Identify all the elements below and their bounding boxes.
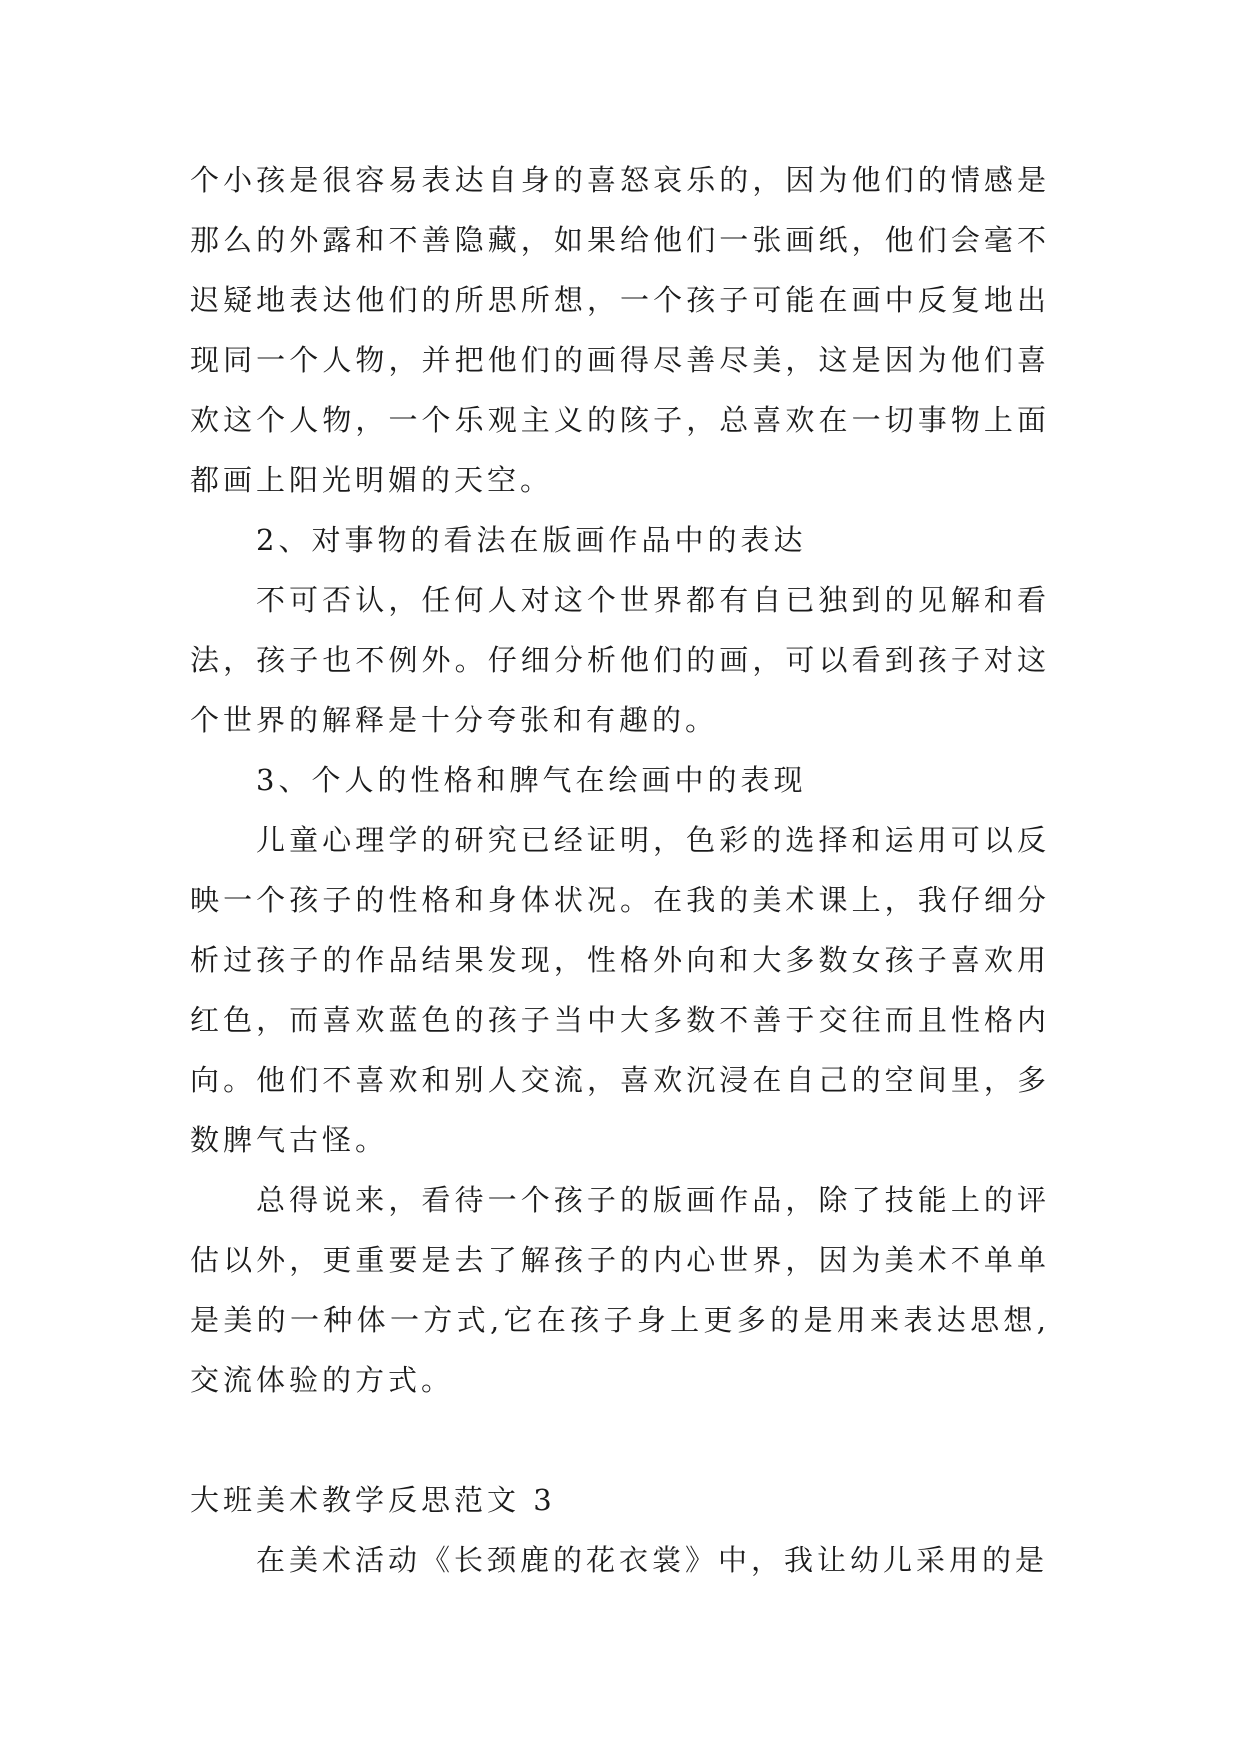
paragraph-continuation: 个小孩是很容易表达自身的喜怒哀乐的，因为他们的情感是那么的外露和不善隐藏，如果给他们一张画纸，他们会毫不迟疑地表达他们的所思所想，一个孩子可能在画中反复地出现同一个人物，并把他们的画得尽善尽美，这是因为他们喜欢这个人物，一个乐观主义的陔子，总喜欢在一切事物上面都画上阳光明媚的天空。 [190,163,1050,497]
paragraph-summary: 总得说来，看待一个孩子的版画作品，除了技能上的评估以外，更重要是去了解孩子的内心世界，因为美术不单单是美的一种体一方式,它在孩子身上更多的是用来表达思想,交流体验的方式。 [190,1183,1050,1397]
section-title: 大班美术教学反思范文 3 [190,1483,556,1517]
subheading-3: 3、个人的性格和脾气在绘画中的表现 [256,763,807,797]
document-body [190,150,1050,1590]
subheading-2: 2、对事物的看法在版画作品中的表达 [256,523,807,557]
paragraph-personality: 儿童心理学的研究已经证明，色彩的选择和运用可以反映一个孩子的性格和身体状况。在我的美术课上，我仔细分析过孩子的作品结果发现，性格外向和大多数女孩子喜欢用红色，而喜欢蓝色的孩子当中大多数不善于交往而且性格内向。他们不喜欢和别人交流，喜欢沉浸在自己的空间里，多数脾气古怪。 [190,823,1050,1157]
section-gap [190,1410,1050,1470]
paragraph-views: 不可否认，任何人对这个世界都有自已独到的见解和看法，孩子也不例外。仔细分析他们的画，可以看到孩子对这个世界的解释是十分夸张和有趣的。 [190,583,1050,737]
paragraph-giraffe-activity: 在美术活动《长颈鹿的花衣裳》中，我让幼儿采用的是 [256,1543,1049,1577]
